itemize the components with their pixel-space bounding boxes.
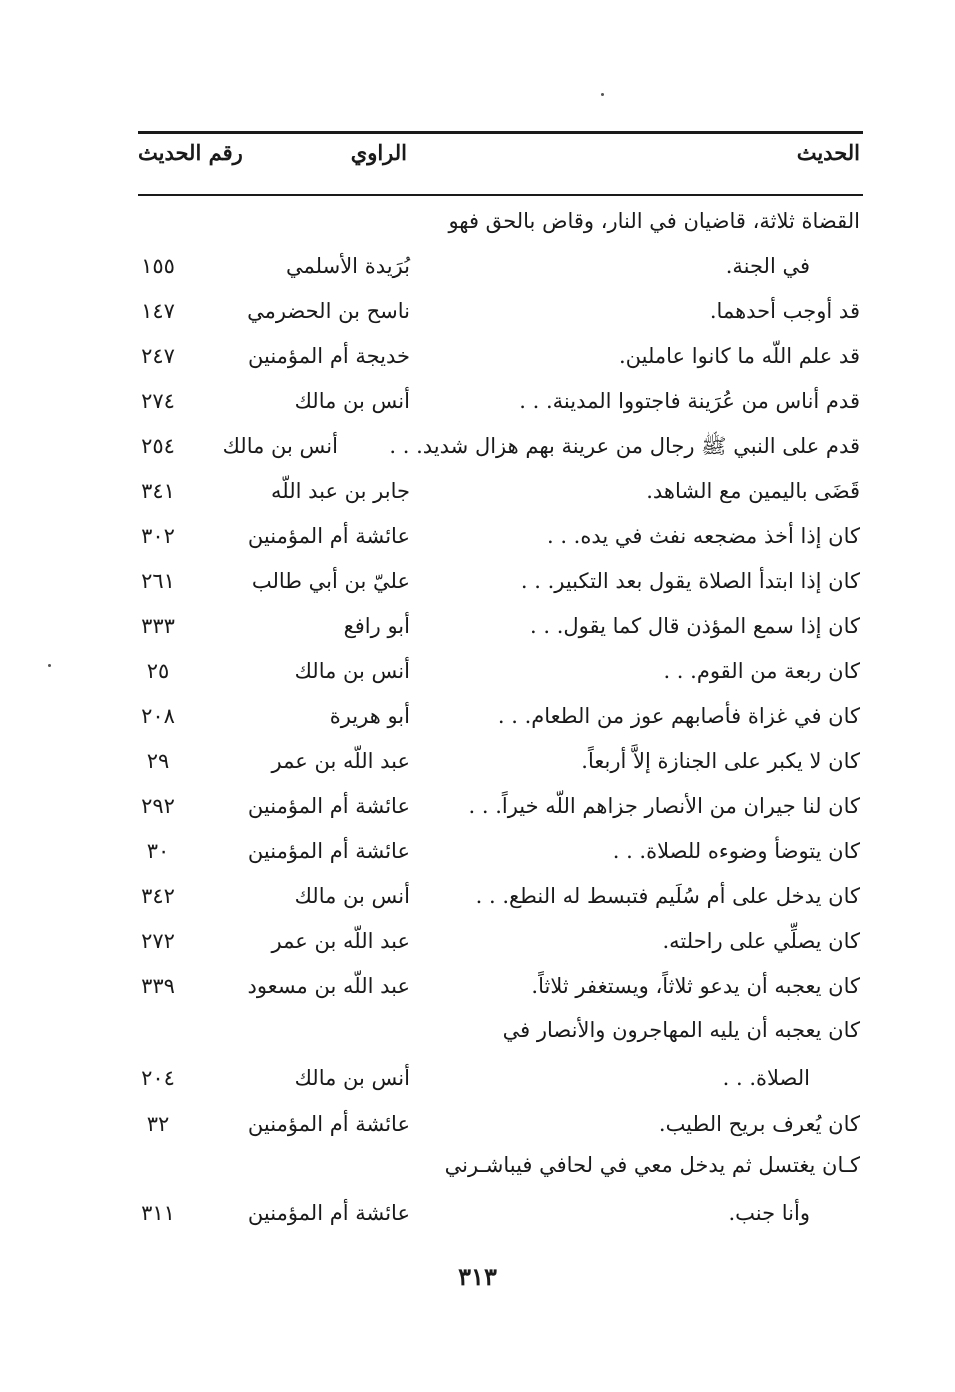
hadith-number: ٢٠٨ xyxy=(141,704,175,728)
narrator-name: عبد اللّه بن عمر xyxy=(271,929,410,953)
hadith-number: ٣٤٢ xyxy=(141,884,175,908)
hadith-number: ٢٧٢ xyxy=(141,929,175,953)
hadith-text: قدم أناس من عُرَينة فاجتووا المدينة. . . xyxy=(519,389,860,413)
narrator-name: عائشة أم المؤمنين xyxy=(247,794,410,818)
table-row xyxy=(0,426,955,466)
hadith-number: ٢٩٢ xyxy=(141,794,175,818)
hadith-text: قد أوجب أحدهما. xyxy=(709,299,860,323)
hadith-text: في الجنة. xyxy=(725,254,810,278)
narrator-name: عائشة أم المؤمنين xyxy=(247,1201,410,1225)
hadith-number: ٢٧٤ xyxy=(141,389,175,413)
table-row xyxy=(0,831,955,871)
table-header-rule xyxy=(138,194,863,196)
table-row xyxy=(0,246,955,286)
hadith-text: كان إذا سمع المؤذن قال كما يقول. . . xyxy=(530,614,860,638)
hadith-text: الصلاة. . . xyxy=(722,1066,810,1090)
column-header-narrator: الراوي xyxy=(350,140,407,165)
narrator-name: عائشة أم المؤمنين xyxy=(247,839,410,863)
speck-top xyxy=(601,93,604,96)
table-row xyxy=(0,651,955,691)
table-row xyxy=(0,516,955,556)
hadith-text: كان يصلِّي على راحلته. xyxy=(662,929,860,953)
narrator-name: ناسح بن الحضرمي xyxy=(247,299,410,323)
hadith-text: كان لا يكبر على الجنازة إلاَّ أربعاً. xyxy=(581,749,860,773)
column-header-number: رقم الحديث xyxy=(138,140,243,165)
table-row xyxy=(0,471,955,511)
hadith-number: ٣٣٣ xyxy=(141,614,175,638)
hadith-text: كان إذا ابتدأ الصلاة يقول بعد التكبير. . . xyxy=(520,569,860,593)
narrator-name: بُرَيدة الأسلمي xyxy=(286,254,410,278)
narrator-name: أبو رافع xyxy=(343,614,410,638)
narrator-name: أبو هريرة xyxy=(329,704,410,728)
hadith-text: قد علم اللّه ما كانوا عاملين. xyxy=(618,344,860,368)
hadith-number: ٢٠٤ xyxy=(141,1066,175,1090)
table-row xyxy=(0,741,955,781)
table-row xyxy=(0,606,955,646)
table-row xyxy=(0,201,955,241)
narrator-name: أنس بن مالك xyxy=(294,884,410,908)
hadith-text: كان ربعة من القوم. . . xyxy=(663,659,860,683)
hadith-text: وأنا جنب. xyxy=(728,1201,810,1225)
hadith-text: قدم على النبي ﷺ رجال من عرينة بهم هزال شديد. . . xyxy=(389,434,860,458)
narrator-name: أنس بن مالك xyxy=(294,389,410,413)
hadith-number: ٢٤٧ xyxy=(141,344,175,368)
narrator-name: عبد اللّه بن عمر xyxy=(271,749,410,773)
narrator-name: أنس بن مالك xyxy=(294,659,410,683)
hadith-text: كان يتوضأ وضوءه للصلاة. . . xyxy=(612,839,860,863)
hadith-number: ٢٩ xyxy=(146,749,170,773)
table-row xyxy=(0,1193,955,1233)
hadith-number: ٢٦١ xyxy=(141,569,175,593)
page-number: ٣١٣ xyxy=(458,1262,497,1291)
hadith-number: ١٥٥ xyxy=(141,254,175,278)
hadith-number: ٢٥ xyxy=(146,659,170,683)
column-header-hadith: الحديث xyxy=(796,140,860,165)
hadith-number: ٢٥٤ xyxy=(141,434,175,458)
narrator-name: عائشة أم المؤمنين xyxy=(247,1112,410,1136)
narrator-name: خديجة أم المؤمنين xyxy=(248,344,410,368)
table-row xyxy=(0,336,955,376)
hadith-text: كان لنا جيران من الأنصار جزاهم اللّه خيراً. . . xyxy=(468,794,860,818)
table-row xyxy=(0,921,955,961)
hadith-number: ٣١١ xyxy=(141,1201,175,1225)
hadith-text: كان يعجبه أن يليه المهاجرون والأنصار في xyxy=(502,1018,860,1042)
hadith-text: كان يعجبه أن يدعو ثلاثاً، ويستغفر ثلاثاً. xyxy=(531,974,860,998)
narrator-name: أنس بن مالك xyxy=(294,1066,410,1090)
hadith-number: ٣٠ xyxy=(146,839,170,863)
hadith-text: القضاة ثلاثة، قاضيان في النار، وقاض بالحق فهو xyxy=(448,209,860,233)
hadith-text: كان في غزاة فأصابهم عوز من الطعام. . . xyxy=(497,704,860,728)
hadith-number: ٣٣٩ xyxy=(141,974,175,998)
hadith-number: ١٤٧ xyxy=(141,299,175,323)
table-row xyxy=(0,1010,955,1050)
table-top-rule xyxy=(138,131,863,134)
narrator-name: جابر بن عبد اللّه xyxy=(270,479,410,503)
narrator-name: أنس بن مالك xyxy=(222,434,338,458)
narrator-name: عائشة أم المؤمنين xyxy=(247,524,410,548)
table-row xyxy=(0,381,955,421)
narrator-name: عبد اللّه بن مسعود xyxy=(247,974,410,998)
hadith-text: كان يُعرف بريح الطيب. xyxy=(658,1112,860,1136)
table-row xyxy=(0,561,955,601)
narrator-name: عليّ بن أبي طالب xyxy=(251,569,410,593)
table-row xyxy=(0,876,955,916)
table-row xyxy=(0,966,955,1006)
hadith-text: قَضَى باليمين مع الشاهد. xyxy=(646,479,860,503)
hadith-number: ٣٠٢ xyxy=(141,524,175,548)
hadith-number: ٣٢ xyxy=(146,1112,170,1136)
hadith-text: كـان يغتسل ثم يدخل معي في لحافي فيباشـرني xyxy=(444,1153,860,1177)
table-row xyxy=(0,786,955,826)
table-row xyxy=(0,291,955,331)
table-row xyxy=(0,1058,955,1098)
hadith-number: ٣٤١ xyxy=(141,479,175,503)
table-row xyxy=(0,696,955,736)
hadith-text: كان إذا أخذ مضجعه نفث في يده. . . xyxy=(546,524,860,548)
hadith-text: كان يدخل على أم سُلَيم فتبسط له النطع. . . xyxy=(475,884,860,908)
table-row xyxy=(0,1145,955,1185)
table-row xyxy=(0,1104,955,1144)
